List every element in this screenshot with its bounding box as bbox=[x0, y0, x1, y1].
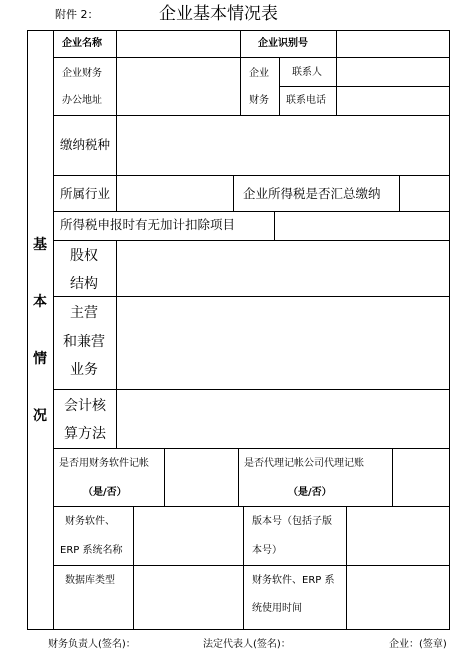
office-address-field[interactable] bbox=[117, 58, 240, 115]
equity-structure-label: 股权 bbox=[70, 248, 98, 264]
office-address-label: 办公地址 bbox=[62, 95, 102, 106]
tax-types-label: 缴纳税种 bbox=[60, 137, 111, 152]
yes-no-hint: （是/否） bbox=[83, 487, 127, 498]
office-address-label: 企业财务 bbox=[62, 68, 102, 79]
finance-label: 财务 bbox=[249, 95, 269, 106]
main-business-field[interactable] bbox=[117, 297, 449, 389]
accounting-method-label: 会计核 bbox=[64, 398, 106, 414]
side-label-char: 本 bbox=[33, 294, 47, 310]
consolidated-tax-field[interactable] bbox=[400, 176, 449, 211]
industry-field[interactable] bbox=[117, 176, 233, 211]
tax-id-label: 企业识别号 bbox=[258, 38, 308, 49]
attachment-label: 附件 2： bbox=[55, 8, 99, 21]
finance-head-signature: 财务负责人(签名)： bbox=[48, 639, 136, 650]
contact-phone-label: 联系电话 bbox=[286, 95, 326, 106]
version-label: 版本号（包括子版 bbox=[252, 516, 332, 527]
extra-deduction-field[interactable] bbox=[275, 212, 449, 240]
equity-structure-field[interactable] bbox=[117, 241, 449, 296]
version-label: 本号） bbox=[252, 545, 282, 556]
equity-structure-label: 结构 bbox=[70, 276, 98, 292]
use-software-label: 是否用财务软件记帐 bbox=[59, 458, 149, 469]
contact-person-label: 联系人 bbox=[292, 67, 322, 78]
contact-phone-field[interactable] bbox=[337, 87, 449, 115]
usage-time-label: 财务软件、ERP 系 bbox=[252, 575, 335, 586]
side-label-char: 情 bbox=[33, 351, 47, 367]
accounting-method-label: 算方法 bbox=[64, 426, 106, 442]
tax-types-field[interactable] bbox=[117, 116, 449, 175]
usage-time-field[interactable] bbox=[347, 566, 449, 629]
use-agency-field[interactable] bbox=[393, 449, 449, 506]
side-label-char: 基 bbox=[33, 237, 47, 253]
finance-label: 企业 bbox=[249, 68, 269, 79]
main-business-label: 主营 bbox=[70, 305, 98, 321]
software-name-label: ERP 系统名称 bbox=[60, 545, 123, 556]
database-type-label: 数据库类型 bbox=[65, 575, 115, 586]
contact-person-field[interactable] bbox=[337, 58, 449, 86]
main-business-label: 和兼营 bbox=[63, 334, 105, 350]
consolidated-tax-label: 企业所得税是否汇总缴纳 bbox=[243, 186, 381, 201]
company-seal: 企业：(签章) bbox=[389, 639, 447, 650]
use-agency-label: 是否代理记帐公司代理记账 bbox=[244, 458, 364, 469]
yes-no-hint: （是/否） bbox=[288, 487, 332, 498]
main-business-label: 业务 bbox=[70, 362, 98, 378]
company-name-label: 企业名称 bbox=[62, 38, 102, 49]
tax-id-field[interactable] bbox=[337, 31, 449, 57]
database-type-field[interactable] bbox=[134, 566, 243, 629]
legal-rep-signature: 法定代表人(签名)： bbox=[203, 639, 291, 650]
version-field[interactable] bbox=[347, 507, 449, 565]
company-name-field[interactable] bbox=[117, 31, 240, 57]
software-name-label: 财务软件、 bbox=[65, 516, 115, 527]
side-label-char: 况 bbox=[33, 408, 47, 424]
extra-deduction-label: 所得税申报时有无加计扣除项目 bbox=[60, 217, 236, 232]
usage-time-label: 统使用时间 bbox=[252, 603, 302, 614]
page-title: 企业基本情况表 bbox=[159, 4, 278, 24]
use-software-field[interactable] bbox=[165, 449, 238, 506]
software-name-field[interactable] bbox=[134, 507, 243, 565]
accounting-method-field[interactable] bbox=[117, 390, 449, 448]
industry-label: 所属行业 bbox=[60, 186, 111, 201]
